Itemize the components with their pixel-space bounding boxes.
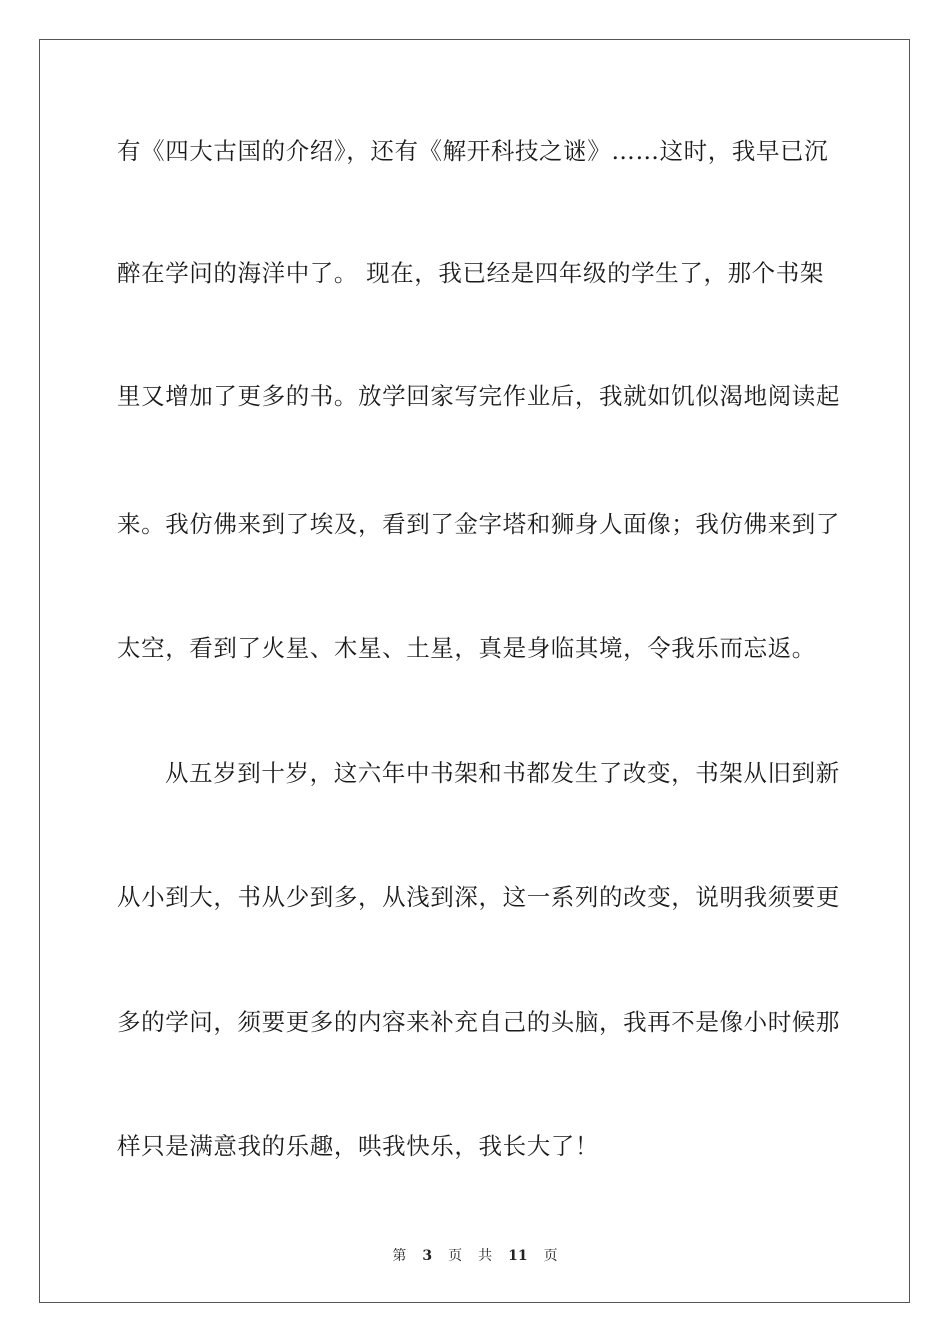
text-line-6-paragraph-start: 从五岁到十岁，这六年中书架和书都发生了改变，书架从旧到新: [165, 759, 840, 787]
text-line-8: 多的学问，须要更多的内容来补充自己的头脑，我再不是像小时候那: [117, 1008, 840, 1036]
text-line-2: 醉在学问的海洋中了。 现在，我已经是四年级的学生了，那个书架: [117, 259, 824, 287]
text-line-4: 来。我仿佛来到了埃及，看到了金字塔和狮身人面像；我仿佛来到了: [117, 510, 840, 538]
page-border: [39, 39, 910, 1303]
text-line-9: 样只是满意我的乐趣，哄我快乐，我长大了！: [117, 1132, 599, 1160]
page-indicator: 第 3 页: [392, 1248, 463, 1264]
text-line-7: 从小到大，书从少到多，从浅到深，这一系列的改变，说明我须要更: [117, 883, 840, 911]
text-line-1: 有《四大古国的介绍》，还有《解开科技之谜》……这时，我早已沉: [117, 137, 829, 165]
text-line-5: 太空，看到了火星、木星、土星，真是身临其境，令我乐而忘返。: [117, 634, 816, 662]
text-line-3: 里又增加了更多的书。放学回家写完作业后，我就如饥似渴地阅读起: [117, 382, 840, 410]
page-footer: [0, 1247, 950, 1265]
total-pages-indicator: 共 11 页: [478, 1248, 558, 1264]
